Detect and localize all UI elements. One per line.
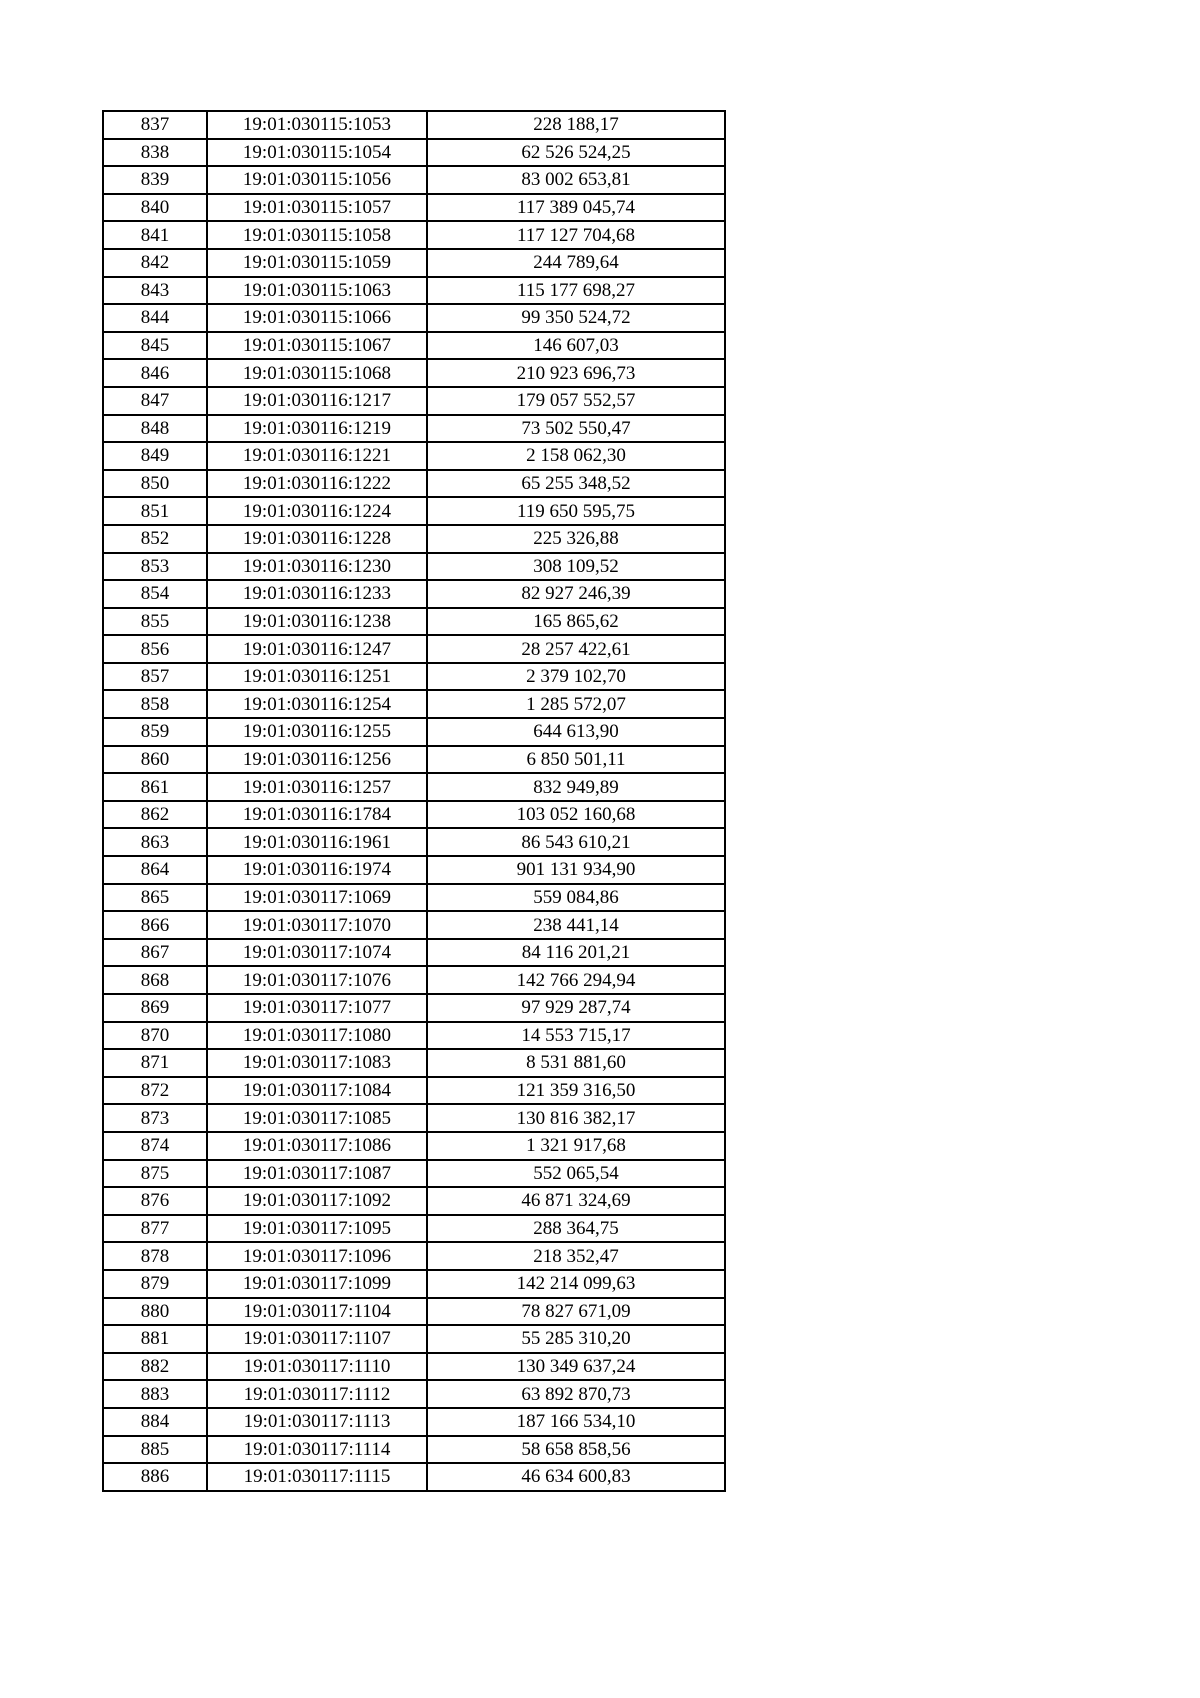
table-row (103, 249, 725, 277)
cadastral-value-cell: 8 531 881,60 (427, 1049, 725, 1077)
row-number-cell: 838 (103, 139, 207, 167)
cadastral-number-cell: 19:01:030116:1217 (207, 387, 427, 415)
cadastral-number-cell: 19:01:030115:1068 (207, 359, 427, 387)
cadastral-value-cell: 165 865,62 (427, 608, 725, 636)
row-number-cell: 877 (103, 1215, 207, 1243)
table-row (103, 994, 725, 1022)
row-number-cell: 870 (103, 1022, 207, 1050)
cadastral-number-cell: 19:01:030116:1221 (207, 442, 427, 470)
cadastral-number-cell: 19:01:030117:1114 (207, 1436, 427, 1464)
cadastral-value-cell: 179 057 552,57 (427, 387, 725, 415)
cadastral-value-cell: 2 379 102,70 (427, 663, 725, 691)
row-number-cell: 858 (103, 690, 207, 718)
cadastral-value-cell: 218 352,47 (427, 1242, 725, 1270)
row-number-cell: 875 (103, 1160, 207, 1188)
cadastral-number-cell: 19:01:030116:1257 (207, 773, 427, 801)
cadastral-number-cell: 19:01:030117:1080 (207, 1022, 427, 1050)
table-row (103, 166, 725, 194)
table-row (103, 1187, 725, 1215)
cadastral-number-cell: 19:01:030117:1113 (207, 1408, 427, 1436)
cadastral-number-cell: 19:01:030116:1784 (207, 801, 427, 829)
cadastral-value-cell: 58 658 858,56 (427, 1436, 725, 1464)
table-row (103, 1325, 725, 1353)
row-number-cell: 876 (103, 1187, 207, 1215)
cadastral-number-cell: 19:01:030116:1961 (207, 828, 427, 856)
table-row (103, 773, 725, 801)
cadastral-value-cell: 238 441,14 (427, 911, 725, 939)
cadastral-number-cell: 19:01:030116:1251 (207, 663, 427, 691)
table-row (103, 1160, 725, 1188)
cadastral-value-cell: 225 326,88 (427, 525, 725, 553)
row-number-cell: 881 (103, 1325, 207, 1353)
cadastral-value-cell: 210 923 696,73 (427, 359, 725, 387)
cadastral-value-cell: 6 850 501,11 (427, 746, 725, 774)
cadastral-value-cell: 228 188,17 (427, 111, 725, 139)
row-number-cell: 852 (103, 525, 207, 553)
cadastral-value-cell: 103 052 160,68 (427, 801, 725, 829)
cadastral-value-cell: 46 871 324,69 (427, 1187, 725, 1215)
cadastral-value-cell: 73 502 550,47 (427, 415, 725, 443)
row-number-cell: 847 (103, 387, 207, 415)
table-row (103, 359, 725, 387)
cadastral-value-cell: 46 634 600,83 (427, 1463, 725, 1491)
cadastral-number-cell: 19:01:030116:1219 (207, 415, 427, 443)
cadastral-number-cell: 19:01:030115:1057 (207, 194, 427, 222)
cadastral-value-cell: 97 929 287,74 (427, 994, 725, 1022)
table-row (103, 828, 725, 856)
cadastral-number-cell: 19:01:030115:1053 (207, 111, 427, 139)
cadastral-number-cell: 19:01:030115:1056 (207, 166, 427, 194)
row-number-cell: 880 (103, 1298, 207, 1326)
cadastral-number-cell: 19:01:030116:1238 (207, 608, 427, 636)
cadastral-number-cell: 19:01:030117:1084 (207, 1077, 427, 1105)
row-number-cell: 874 (103, 1132, 207, 1160)
table-row (103, 884, 725, 912)
row-number-cell: 886 (103, 1463, 207, 1491)
table-row (103, 1104, 725, 1132)
table-row (103, 746, 725, 774)
cadastral-number-cell: 19:01:030115:1054 (207, 139, 427, 167)
cadastral-number-cell: 19:01:030117:1107 (207, 1325, 427, 1353)
cadastral-number-cell: 19:01:030116:1256 (207, 746, 427, 774)
cadastral-value-cell: 559 084,86 (427, 884, 725, 912)
row-number-cell: 841 (103, 221, 207, 249)
cadastral-value-cell: 142 214 099,63 (427, 1270, 725, 1298)
row-number-cell: 882 (103, 1353, 207, 1381)
table-row (103, 690, 725, 718)
table-row (103, 304, 725, 332)
cadastral-number-cell: 19:01:030117:1077 (207, 994, 427, 1022)
cadastral-number-cell: 19:01:030116:1224 (207, 497, 427, 525)
cadastral-value-table (102, 110, 726, 1492)
table-row (103, 1077, 725, 1105)
cadastral-value-cell: 901 131 934,90 (427, 856, 725, 884)
row-number-cell: 872 (103, 1077, 207, 1105)
row-number-cell: 884 (103, 1408, 207, 1436)
row-number-cell: 845 (103, 332, 207, 360)
cadastral-value-cell: 63 892 870,73 (427, 1380, 725, 1408)
cadastral-value-cell: 115 177 698,27 (427, 277, 725, 305)
cadastral-value-cell: 644 613,90 (427, 718, 725, 746)
cadastral-number-cell: 19:01:030117:1104 (207, 1298, 427, 1326)
table-row (103, 1215, 725, 1243)
cadastral-number-cell: 19:01:030117:1074 (207, 939, 427, 967)
table-row (103, 194, 725, 222)
cadastral-value-cell: 55 285 310,20 (427, 1325, 725, 1353)
row-number-cell: 871 (103, 1049, 207, 1077)
cadastral-value-cell: 62 526 524,25 (427, 139, 725, 167)
row-number-cell: 851 (103, 497, 207, 525)
row-number-cell: 856 (103, 635, 207, 663)
row-number-cell: 865 (103, 884, 207, 912)
row-number-cell: 867 (103, 939, 207, 967)
row-number-cell: 846 (103, 359, 207, 387)
cadastral-number-cell: 19:01:030117:1083 (207, 1049, 427, 1077)
cadastral-value-cell: 119 650 595,75 (427, 497, 725, 525)
cadastral-value-cell: 84 116 201,21 (427, 939, 725, 967)
table-row (103, 442, 725, 470)
table-row (103, 387, 725, 415)
cadastral-number-cell: 19:01:030117:1069 (207, 884, 427, 912)
table-row (103, 553, 725, 581)
table-row (103, 1436, 725, 1464)
table-row (103, 1298, 725, 1326)
cadastral-value-cell: 130 816 382,17 (427, 1104, 725, 1132)
cadastral-value-cell: 142 766 294,94 (427, 966, 725, 994)
table-row (103, 332, 725, 360)
table-row (103, 1242, 725, 1270)
table-row (103, 1049, 725, 1077)
cadastral-number-cell: 19:01:030116:1974 (207, 856, 427, 884)
row-number-cell: 866 (103, 911, 207, 939)
table-body (103, 111, 725, 1491)
cadastral-number-cell: 19:01:030117:1095 (207, 1215, 427, 1243)
cadastral-value-cell: 1 321 917,68 (427, 1132, 725, 1160)
cadastral-number-cell: 19:01:030117:1086 (207, 1132, 427, 1160)
table-row (103, 1022, 725, 1050)
cadastral-value-cell: 117 127 704,68 (427, 221, 725, 249)
cadastral-value-cell: 308 109,52 (427, 553, 725, 581)
cadastral-value-cell: 288 364,75 (427, 1215, 725, 1243)
row-number-cell: 860 (103, 746, 207, 774)
row-number-cell: 883 (103, 1380, 207, 1408)
table-row (103, 277, 725, 305)
table-row (103, 580, 725, 608)
cadastral-number-cell: 19:01:030116:1254 (207, 690, 427, 718)
row-number-cell: 842 (103, 249, 207, 277)
table-row (103, 415, 725, 443)
cadastral-value-cell: 65 255 348,52 (427, 470, 725, 498)
cadastral-number-cell: 19:01:030115:1063 (207, 277, 427, 305)
row-number-cell: 853 (103, 553, 207, 581)
table-row (103, 497, 725, 525)
table-row (103, 1132, 725, 1160)
row-number-cell: 854 (103, 580, 207, 608)
cadastral-number-cell: 19:01:030117:1087 (207, 1160, 427, 1188)
table-row (103, 608, 725, 636)
cadastral-number-cell: 19:01:030116:1230 (207, 553, 427, 581)
cadastral-number-cell: 19:01:030117:1099 (207, 1270, 427, 1298)
cadastral-value-cell: 78 827 671,09 (427, 1298, 725, 1326)
cadastral-value-cell: 28 257 422,61 (427, 635, 725, 663)
cadastral-number-cell: 19:01:030117:1076 (207, 966, 427, 994)
table-row (103, 1408, 725, 1436)
row-number-cell: 873 (103, 1104, 207, 1132)
cadastral-number-cell: 19:01:030116:1247 (207, 635, 427, 663)
cadastral-number-cell: 19:01:030116:1255 (207, 718, 427, 746)
cadastral-value-cell: 552 065,54 (427, 1160, 725, 1188)
cadastral-value-cell: 2 158 062,30 (427, 442, 725, 470)
row-number-cell: 861 (103, 773, 207, 801)
cadastral-value-cell: 117 389 045,74 (427, 194, 725, 222)
cadastral-value-cell: 244 789,64 (427, 249, 725, 277)
cadastral-number-cell: 19:01:030115:1059 (207, 249, 427, 277)
table-row (103, 663, 725, 691)
cadastral-value-cell: 99 350 524,72 (427, 304, 725, 332)
cadastral-number-cell: 19:01:030117:1112 (207, 1380, 427, 1408)
cadastral-value-cell: 86 543 610,21 (427, 828, 725, 856)
row-number-cell: 855 (103, 608, 207, 636)
table-row (103, 1353, 725, 1381)
cadastral-number-cell: 19:01:030117:1070 (207, 911, 427, 939)
row-number-cell: 885 (103, 1436, 207, 1464)
row-number-cell: 879 (103, 1270, 207, 1298)
row-number-cell: 869 (103, 994, 207, 1022)
table-row (103, 525, 725, 553)
row-number-cell: 863 (103, 828, 207, 856)
cadastral-value-cell: 832 949,89 (427, 773, 725, 801)
table-row (103, 966, 725, 994)
row-number-cell: 868 (103, 966, 207, 994)
cadastral-number-cell: 19:01:030117:1085 (207, 1104, 427, 1132)
cadastral-number-cell: 19:01:030115:1067 (207, 332, 427, 360)
row-number-cell: 862 (103, 801, 207, 829)
table-row (103, 221, 725, 249)
cadastral-number-cell: 19:01:030115:1066 (207, 304, 427, 332)
row-number-cell: 848 (103, 415, 207, 443)
table-row (103, 1463, 725, 1491)
cadastral-value-cell: 130 349 637,24 (427, 1353, 725, 1381)
row-number-cell: 837 (103, 111, 207, 139)
cadastral-number-cell: 19:01:030116:1222 (207, 470, 427, 498)
row-number-cell: 844 (103, 304, 207, 332)
cadastral-value-cell: 82 927 246,39 (427, 580, 725, 608)
cadastral-value-cell: 14 553 715,17 (427, 1022, 725, 1050)
table-row (103, 111, 725, 139)
table-row (103, 801, 725, 829)
table-row (103, 911, 725, 939)
row-number-cell: 857 (103, 663, 207, 691)
cadastral-number-cell: 19:01:030116:1233 (207, 580, 427, 608)
cadastral-value-cell: 146 607,03 (427, 332, 725, 360)
row-number-cell: 849 (103, 442, 207, 470)
row-number-cell: 878 (103, 1242, 207, 1270)
cadastral-number-cell: 19:01:030117:1115 (207, 1463, 427, 1491)
cadastral-number-cell: 19:01:030117:1110 (207, 1353, 427, 1381)
table-row (103, 470, 725, 498)
row-number-cell: 850 (103, 470, 207, 498)
cadastral-number-cell: 19:01:030115:1058 (207, 221, 427, 249)
cadastral-value-cell: 1 285 572,07 (427, 690, 725, 718)
row-number-cell: 859 (103, 718, 207, 746)
row-number-cell: 864 (103, 856, 207, 884)
table-row (103, 856, 725, 884)
row-number-cell: 840 (103, 194, 207, 222)
cadastral-value-cell: 121 359 316,50 (427, 1077, 725, 1105)
table-row (103, 139, 725, 167)
table-row (103, 718, 725, 746)
table-row (103, 939, 725, 967)
cadastral-number-cell: 19:01:030117:1096 (207, 1242, 427, 1270)
row-number-cell: 839 (103, 166, 207, 194)
row-number-cell: 843 (103, 277, 207, 305)
table-row (103, 635, 725, 663)
cadastral-value-cell: 83 002 653,81 (427, 166, 725, 194)
cadastral-number-cell: 19:01:030117:1092 (207, 1187, 427, 1215)
cadastral-number-cell: 19:01:030116:1228 (207, 525, 427, 553)
table-row (103, 1380, 725, 1408)
cadastral-value-cell: 187 166 534,10 (427, 1408, 725, 1436)
table-row (103, 1270, 725, 1298)
